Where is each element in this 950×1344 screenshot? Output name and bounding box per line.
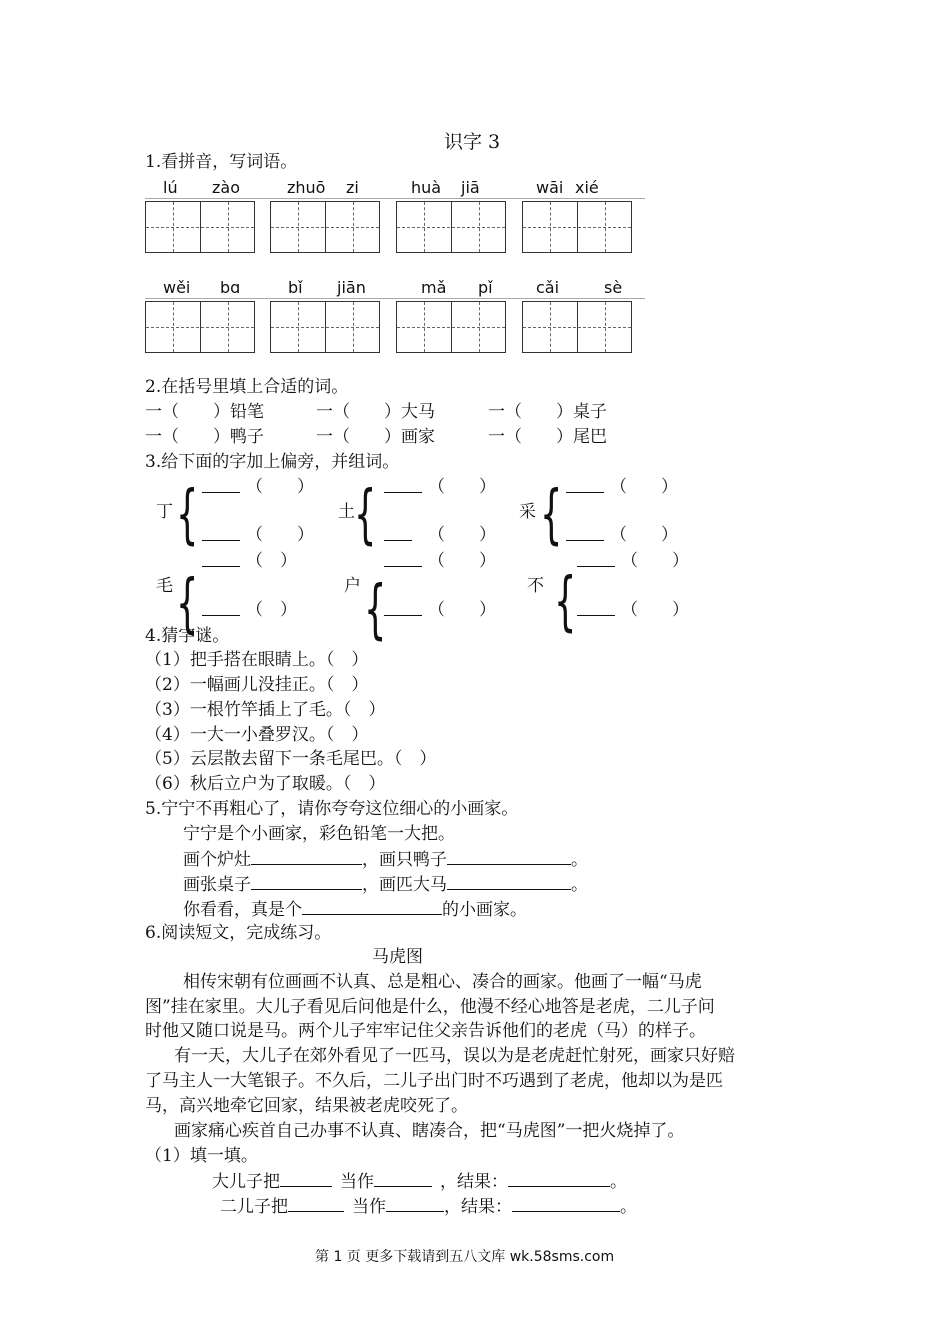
riddle-item: （3）一根竹竿插上了毛。（ ）: [145, 700, 386, 720]
word-paren[interactable]: （ ）: [246, 477, 314, 497]
pinyin: lú: [163, 178, 178, 197]
writing-grid[interactable]: [522, 301, 632, 353]
poem-text: 你看看，真是个: [183, 900, 302, 920]
sub-question: （1）填一填。: [145, 1146, 258, 1166]
pinyin: wāi: [536, 178, 564, 197]
pinyin: huà: [411, 178, 442, 197]
q4-heading: 4.猜字谜。: [145, 626, 230, 646]
pinyin: jiān: [337, 278, 366, 297]
q6-heading: 6.阅读短文，完成练习。: [145, 923, 332, 943]
base-char: 采: [519, 502, 536, 522]
writing-grid[interactable]: [145, 301, 255, 353]
poem-line: 宁宁是个小画家，彩色铅笔一大把。: [183, 824, 455, 844]
pinyin: pǐ: [478, 278, 493, 297]
story-line: 图”挂在家里。大儿子看见后问他是什么，他漫不经心地答是老虎，二儿子问: [145, 997, 715, 1017]
fill-blank[interactable]: [374, 1170, 432, 1187]
word-paren[interactable]: （ ）: [621, 600, 689, 620]
radical-line[interactable]: [577, 550, 615, 573]
q2-item: 一（ ）鸭子: [145, 427, 264, 447]
fill-blank[interactable]: [508, 1170, 610, 1187]
radical-line[interactable]: [202, 599, 240, 622]
pinyin: bɑ: [220, 278, 241, 297]
fill-blank[interactable]: [386, 1195, 444, 1212]
fill-text: 大儿子把: [212, 1172, 280, 1192]
q2-item: 一（ ）画家: [316, 427, 435, 447]
poem-text: ，画只鸭子: [362, 850, 447, 870]
q2-item: 一（ ）尾巴: [488, 427, 607, 447]
pinyin: sè: [604, 278, 623, 297]
poem-text: 。: [571, 875, 588, 895]
word-paren[interactable]: （ ）: [621, 551, 689, 571]
radical-line[interactable]: [384, 524, 412, 547]
radical-line[interactable]: [566, 524, 604, 547]
poem-line: [183, 848, 588, 871]
base-char: 毛: [156, 576, 173, 596]
story-line: 画家痛心疾首自己办事不认真、瞎凑合，把“马虎图”一把火烧掉了。: [174, 1121, 685, 1141]
pinyin: zhuō: [287, 178, 326, 197]
q2-item: 一（ ）铅笔: [145, 402, 264, 422]
word-paren[interactable]: （ ）: [246, 525, 314, 545]
pinyin: zi: [346, 178, 359, 197]
word-paren[interactable]: （ ）: [246, 551, 297, 571]
writing-grid[interactable]: [145, 201, 255, 253]
word-paren[interactable]: （ ）: [428, 525, 496, 545]
story-line: 有一天，大儿子在郊外看见了一匹马，误以为是老虎赶忙射死，画家只好赔: [174, 1046, 735, 1066]
poem-line: [183, 873, 588, 896]
poem-text: 。: [571, 850, 588, 870]
brace: {: [176, 478, 199, 552]
word-paren[interactable]: （ ）: [246, 600, 297, 620]
fill-blank[interactable]: [512, 1195, 620, 1212]
radical-line[interactable]: [202, 476, 240, 499]
poem-text: 画个炉灶: [183, 850, 251, 870]
radical-line[interactable]: [384, 476, 422, 499]
q2-item: 一（ ）桌子: [488, 402, 607, 422]
writing-grid[interactable]: [522, 201, 632, 253]
riddle-item: （5）云层散去留下一条毛尾巴。（ ）: [145, 749, 437, 769]
fill-blank[interactable]: [251, 873, 362, 890]
fill-text: 。: [610, 1172, 627, 1192]
base-char: 户: [344, 576, 361, 596]
writing-grid[interactable]: [270, 201, 380, 253]
word-paren[interactable]: （ ）: [428, 551, 496, 571]
q5-heading: 5.宁宁不再粗心了，请你夸夸这位细心的小画家。: [145, 799, 519, 819]
page-footer: 第 1 页 更多下载请到五八文库 wk.58sms.com: [315, 1249, 615, 1265]
divider: [145, 198, 645, 199]
poem-text: 的小画家。: [442, 900, 527, 920]
radical-line[interactable]: [566, 476, 604, 499]
pinyin: wěi: [163, 278, 191, 297]
fill-text: 二儿子把: [220, 1197, 288, 1217]
fill-text: 当作: [340, 1172, 374, 1192]
fill-text: 当作: [352, 1197, 386, 1217]
riddle-item: （6）秋后立户为了取暖。（ ）: [145, 774, 386, 794]
brace: {: [176, 567, 199, 641]
fill-blank[interactable]: [302, 898, 442, 915]
brace: {: [554, 565, 577, 639]
word-paren[interactable]: （ ）: [428, 600, 496, 620]
base-char: 丁: [156, 502, 173, 522]
brace: {: [354, 478, 377, 552]
poem-line: [183, 898, 527, 921]
riddle-item: （4）一大一小叠罗汉。（ ）: [145, 725, 369, 745]
radical-line[interactable]: [577, 599, 615, 622]
word-paren[interactable]: （ ）: [610, 525, 678, 545]
radical-line[interactable]: [384, 550, 422, 573]
story-title: 马虎图: [372, 947, 423, 967]
pinyin: cǎi: [536, 278, 560, 297]
pinyin: jiā: [461, 178, 480, 197]
pinyin: xié: [575, 178, 599, 197]
story-line: 时他又随口说是马。两个儿子牢牢记住父亲告诉他们的老虎（马）的样子。: [145, 1021, 706, 1041]
fill-text: ，结果：: [440, 1172, 508, 1192]
writing-grid[interactable]: [396, 301, 506, 353]
story-line: 马，高兴地牵它回家，结果被老虎咬死了。: [145, 1096, 468, 1116]
story-line: 相传宋朝有位画画不认真、总是粗心、凑合的画家。他画了一幅“马虎: [183, 972, 702, 992]
fill-blank[interactable]: [447, 848, 571, 865]
q3-heading: 3.给下面的字加上偏旁，并组词。: [145, 452, 400, 472]
fill-blank[interactable]: [288, 1195, 344, 1212]
radical-line[interactable]: [202, 524, 240, 547]
riddle-item: （1）把手搭在眼睛上。（ ）: [145, 650, 369, 670]
base-char: 土: [338, 502, 355, 522]
q2-heading: 2.在括号里填上合适的词。: [145, 377, 349, 397]
fill-text: ，结果：: [444, 1197, 512, 1217]
radical-line[interactable]: [384, 599, 422, 622]
poem-text: 画张桌子: [183, 875, 251, 895]
fill-text: 。: [620, 1197, 637, 1217]
base-char: 不: [527, 576, 544, 596]
fill-line: [220, 1195, 637, 1218]
q2-item: 一（ ）大马: [316, 402, 435, 422]
riddle-item: （2）一幅画儿没挂正。（ ）: [145, 675, 369, 695]
page-title: 识字 3: [444, 131, 501, 153]
word-paren[interactable]: （ ）: [610, 477, 678, 497]
writing-grid[interactable]: [396, 201, 506, 253]
pinyin: mǎ: [421, 278, 447, 297]
fill-blank[interactable]: [447, 873, 571, 890]
word-paren[interactable]: （ ）: [428, 477, 496, 497]
brace: {: [540, 478, 563, 552]
fill-blank[interactable]: [251, 848, 362, 865]
pinyin: bǐ: [288, 278, 303, 297]
writing-grid[interactable]: [270, 301, 380, 353]
radical-line[interactable]: [202, 550, 240, 573]
fill-line: [212, 1170, 627, 1193]
brace: {: [364, 573, 387, 647]
poem-text: ，画匹大马: [362, 875, 447, 895]
pinyin: zào: [212, 178, 240, 197]
divider: [145, 298, 645, 299]
fill-blank[interactable]: [280, 1170, 332, 1187]
story-line: 了马主人一大笔银子。不久后，二儿子出门时不巧遇到了老虎，他却以为是匹: [145, 1071, 723, 1091]
q1-heading: 1.看拼音，写词语。: [145, 152, 298, 172]
